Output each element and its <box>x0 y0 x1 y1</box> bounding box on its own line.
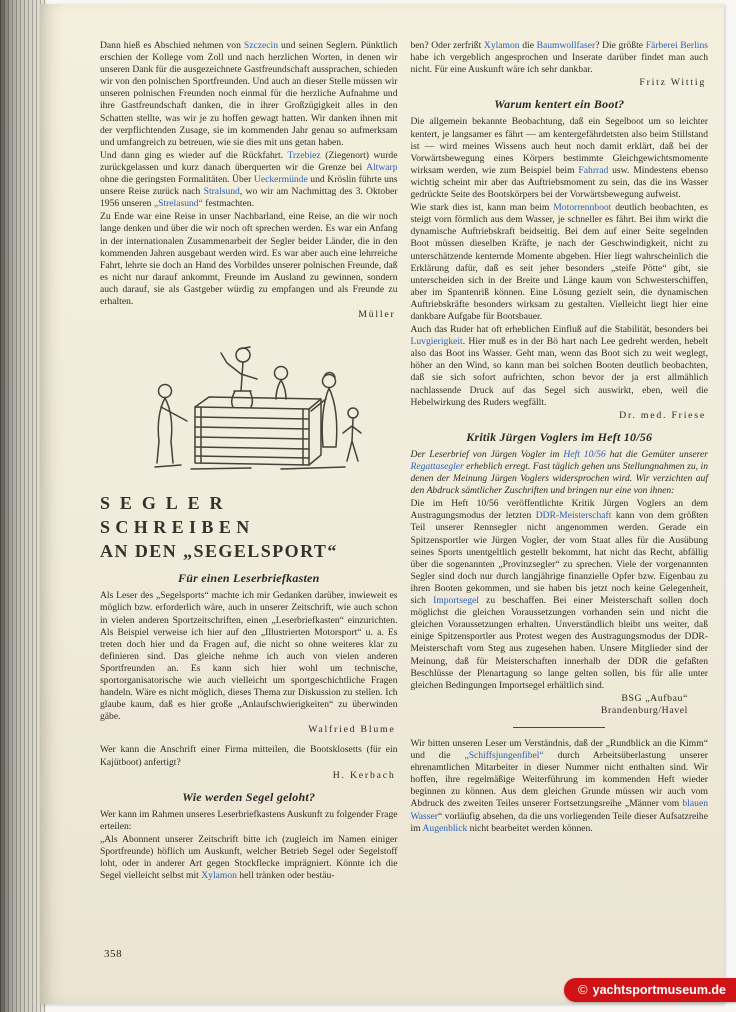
ground-hatching <box>155 465 345 469</box>
watermark-text: yachtsportmuseum.de <box>592 982 726 997</box>
section-heading-kritik-vogler: Kritik Jürgen Voglers im Heft 10/56 <box>466 429 653 444</box>
line-drawing <box>131 329 367 475</box>
paragraph-kentern-3: Auch das Ruder hat oft erheblichen Einfluß auf die Stabilität, besonders bei Luvgierigkeit. Hier muß es in der Bö hart nach Lee gedreht werden, hebelt also das Boot ins Wasser. Geht man, wenn das Boot sich zu weit weglegt, höher an den Wind, so kann man bei solchen Booten deutlich beobachten, daß sie sich sofort aufrichten, schon bevor der ja erst allmählich nachlassende Druck auf das Segel sich auswirkt, eben, weil die Hebelwirkung des Ruders wegfällt. <box>410 324 708 408</box>
article-title-line-1: SEGLER <box>100 493 233 514</box>
signature-kerbach: H. Kerbach <box>332 769 396 781</box>
signature-bsg-aufbau: BSG „Aufbau“ <box>621 692 688 704</box>
section-heading-segel-geloht: Wie werden Segel geloht? <box>182 789 316 804</box>
sailors-around-letterbox-illustration <box>100 329 398 479</box>
paragraph-kentern-1: Die allgemein bekannte Beobachtung, daß ein Segelboot um so leichter kentert, je langsamer es fährt — am kentergefährdetsten also beim Stillstand ist — wird meines Wissens auch heut noch damit erklärt, daß bei der Vorwärtsbewegung eines Körpers bestimmte Gleichgewichtsmomente wirksam werden, wie zum Beispiel beim Fahrrad usw. Mindestens ebenso wichtig scheint mir aber das Auftriebsmoment zu sein, das die ins Wasser gedrückte Seite des Bootskörpers bei der Vorwärtsbewegung aufweist. <box>410 116 708 201</box>
paragraph-editorial-notice: Wir bitten unseren Leser um Verständnis, daß der „Rundblick an die Kimm“ und die „Schiffsjungenfibel“ durch Arbeitsüberlastung unserer ehrenamtlichen Mitarbeiter in dieser Nummer nicht enthalten sind. Wir hoffen, ihre regelmäßige Weiterführung im kommenden Heft wieder beginnen zu können. Aus dem gleichen Grunde müssen wir auch vom Abdruck des zweiten Teiles unserer Fortsetzungsreihe „Männer vom blauen Wasser“ vorläufig absehen, da die uns vorliegenden Teile dieser Aufsatzreihe im Augenblick nicht bearbeitet werden können. <box>410 737 708 834</box>
wooden-crate <box>195 397 321 465</box>
signature-brandenburg: Brandenburg/Havel <box>600 704 688 716</box>
section-heading-kentern: Warum kentert ein Boot? <box>494 97 625 112</box>
woman-with-scarf <box>311 373 337 448</box>
paragraph-kritik-body: Die im Heft 10/56 veröffentlichte Kritik Jürgen Voglers an dem Austragungsmodus der letzten DDR-Meisterschaft kann von dem größten Teil unserer Rennsegler nicht angenommen werden. Gerade ein Spitzensportler wie Jürgen Vogler, der vom Staat alles für die Ausübung seines Sports unentgeltlich gestellt bekommt, hat nicht das Recht, abfällig über die sogenannten „Provinzsegler“ zu sprechen. Viele der vorgenannten Segler sind doch nur durch langjährige finanzielle Opfer bzw. Eigenbau zu ihren Booten gekommen, und sie haben bis jetzt noch keine Gelegenheit, sich Importsegel zu beschaffen. Bei einer Meisterschaft sollen doch möglichst die gleichen Voraussetzungen vorhanden sein und nicht die gleichen Voraussetzungen erhalten. Unverständlich bleibt uns weiter, daß einige Spitzensportler aus Protest wegen des Austragungsmodus der DDR-Meisterschaft vom Steg aus zugesehen haben. Unsere Mitglieder sind der Meinung, daß für Meisterschaften innerhalb der DDR die gefaßten Beschlüsse der Plenartagung so lange gelten sollen, bis für alle unter gleichen Bedingungen Importsegel erhältlich sind. <box>410 498 708 691</box>
page-number: 358 <box>104 948 123 960</box>
signature-wittig: Fritz Wittig <box>639 77 706 89</box>
copyright-icon: © <box>578 982 588 997</box>
paragraph-bootsklosetts: Wer kann die Anschrift einer Firma mitteilen, die Bootsklosetts (für ein Kajütboot) anfertigt? <box>100 744 398 768</box>
figure-back-view <box>157 385 187 464</box>
paragraph-segel-frage-2: „Als Abonnent unserer Zeitschrift bitte ich (zugleich im Namen einiger Sportfreunde) höflich um Auskunft, welcher Betrieb Segel oder Segelstoff loht, oder in anderer Art gegen Stockflecke imprägniert. Könnte ich die Segel vielleicht selbst mit Xylamon hell tränken oder bestäu- <box>100 834 398 882</box>
paragraph-kentern-2: Wie stark dies ist, kann man beim Motorrennboot deutlich beobachten, es steigt vorn förmlich aus dem Wasser, je schneller es fährt. Bei ihm wirkt die dynamische Auftriebskraft beidseitig. Bei dem auf einer Seite segelnden Boot müssen dieselben Kräfte, je nach der Geschwindigkeit, nicht zu unterschätzende kenternde Momente abgeben. Hier liegt wahrscheinlich die Erklärung dafür, daß es seit jeher besonders „steife Pötte“ gibt, sie unterscheiden sich in der Breite und Länge kaum von Schwesterschiffen, aber im Spantenriß können. Eine Lösung gezielt sein, die dynamischen Auftriebskräfte besonders wirksam zu gestalten. Vielleicht liegt hier eine dankbare Aufgabe für Bootsbauer. <box>410 202 708 322</box>
paragraph-travel-report-1: Dann hieß es Abschied nehmen von Szczecin und seinen Seglern. Pünktlich erschien der Kollege vom Zoll und nach herzlichen Worten, in denen wir unseren Dank für die ausgezeichnete Gastfreundschaft aussprachen, schieden wir von den polnischen Sportfreunden. Und auch an dieser Stelle müssen wir unseren polnischen Freunden noch einmal für die herzliche Aufnahme und ihre Gastfreundschaft danken, die in ihrer Großzügigkeit alles in den Schatten stellte, was wir je zu hoffen gewagt hatten. Wir danken ihnen mit der verpflichtenden Zusage, sie im kommenden Jahr genau so aufmerksam und umfangreich zu betreuen, wie sie dies mit uns getan haben. <box>100 40 398 148</box>
paragraph-travel-report-2: Und dann ging es wieder auf die Rückfahrt. Trzebiez (Ziegenort) wurde zurückgelassen und kurz danach überquerten wir die Grenze bei Altwarp ohne die geringsten Formalitäten. Über Ueckermünde und Kröslin führte uns unsere Reise zurück nach Stralsund, wo wir am Nachmittag des 3. Oktober 1956 unseren „Strelasund“ festmachten. <box>100 149 398 210</box>
article-title-line-2: SCHREIBEN <box>100 517 255 538</box>
section-heading-leserbriefkasten: Für einen Leserbriefkasten <box>177 571 320 586</box>
woman-behind-crate <box>274 367 287 400</box>
paragraph-kritik-intro: Der Leserbrief von Jürgen Vogler im Heft 10/56 hat die Gemüter unserer Regattasegler erheblich erregt. Fast täglich gehen uns Stellungnahmen zu, in denen der Meinung Jürgen Voglers widersprochen wird. Wir verzichten auf den Abdruck sämtlicher Zuschriften und bringen nur eine von ihnen: <box>410 448 708 497</box>
paragraph-segel-frage-1: Wer kann im Rahmen unseres Leserbriefkastens Auskunft zu folgender Frage erteilen: <box>100 808 398 832</box>
paragraph-travel-report-3: Zu Ende war eine Reise in unser Nachbarland, eine Reise, an die wir noch lange denken und über die wir noch oft sprechen werden. Es war ein Anfang in der internationalen Zusammenarbeit der Segler beider Länder, die in den kommenden Jahren ausgebaut werden wird. Es war aber auch eine lehrreiche Fahrt, lehrte sie doch an Hand des Vorbildes unserer polnischen Freunde, daß es nicht nur darauf ankommt, Freunde im Ausland zu gewinnen, sondern auch darauf, sie als Gastgeber würdig zu empfangen und als Freunde zu erhalten. <box>100 211 398 307</box>
two-column-layout <box>40 4 724 883</box>
watermark-badge <box>564 978 736 1002</box>
signature-mueller: Müller <box>358 309 396 321</box>
paragraph-segel-frage-continued: ben? Oder zerfrißt Xylamon die Baumwollfaser? Die größte Färberei Berlins habe ich vergeblich angesprochen und Inserate darüber findet man auch nicht. Für eine Auskunft wäre ich sehr dankbar. <box>410 40 708 76</box>
magazine-page <box>40 4 724 1004</box>
left-column <box>100 40 398 883</box>
section-divider <box>513 727 605 728</box>
signature-blume: Walfried Blume <box>308 724 396 736</box>
signature-friese: Dr. med. Friese <box>619 409 706 421</box>
paragraph-leserbriefkasten: Als Leser des „Segelsports“ machte ich mir Gedanken darüber, inwieweit es möglich bzw. erforderlich wäre, auch in unserer Zeitschrift, wie auch schon in vielen anderen Sportzeitschriften, einen „Leserbriefkasten“ einzurichten. Als Beispiel verweise ich hier auf den „Illustrierten Motorsport“ u. a. Es treten doch hier und da Fragen auf, die nicht so ohne weiteres klar zu definieren sind. Das gleiche nehme ich auch von vielen anderen Sportfreunden an. Es kann sich hier wohl um technische, sportorganisatorische wie auch vielleicht um sportgeschichtliche Fragen handeln. Wäre es nicht möglich, dieses Thema zur Diskussion zu stellen. Ich glaube kaum, daß es hier große „Anlaufschwierigkeiten“ zu überwinden gäbe. <box>100 590 398 723</box>
right-column <box>411 40 709 883</box>
article-title <box>100 491 398 563</box>
child-figure <box>343 408 361 461</box>
article-title-line-3: AN DEN „SEGELSPORT“ <box>100 541 338 562</box>
